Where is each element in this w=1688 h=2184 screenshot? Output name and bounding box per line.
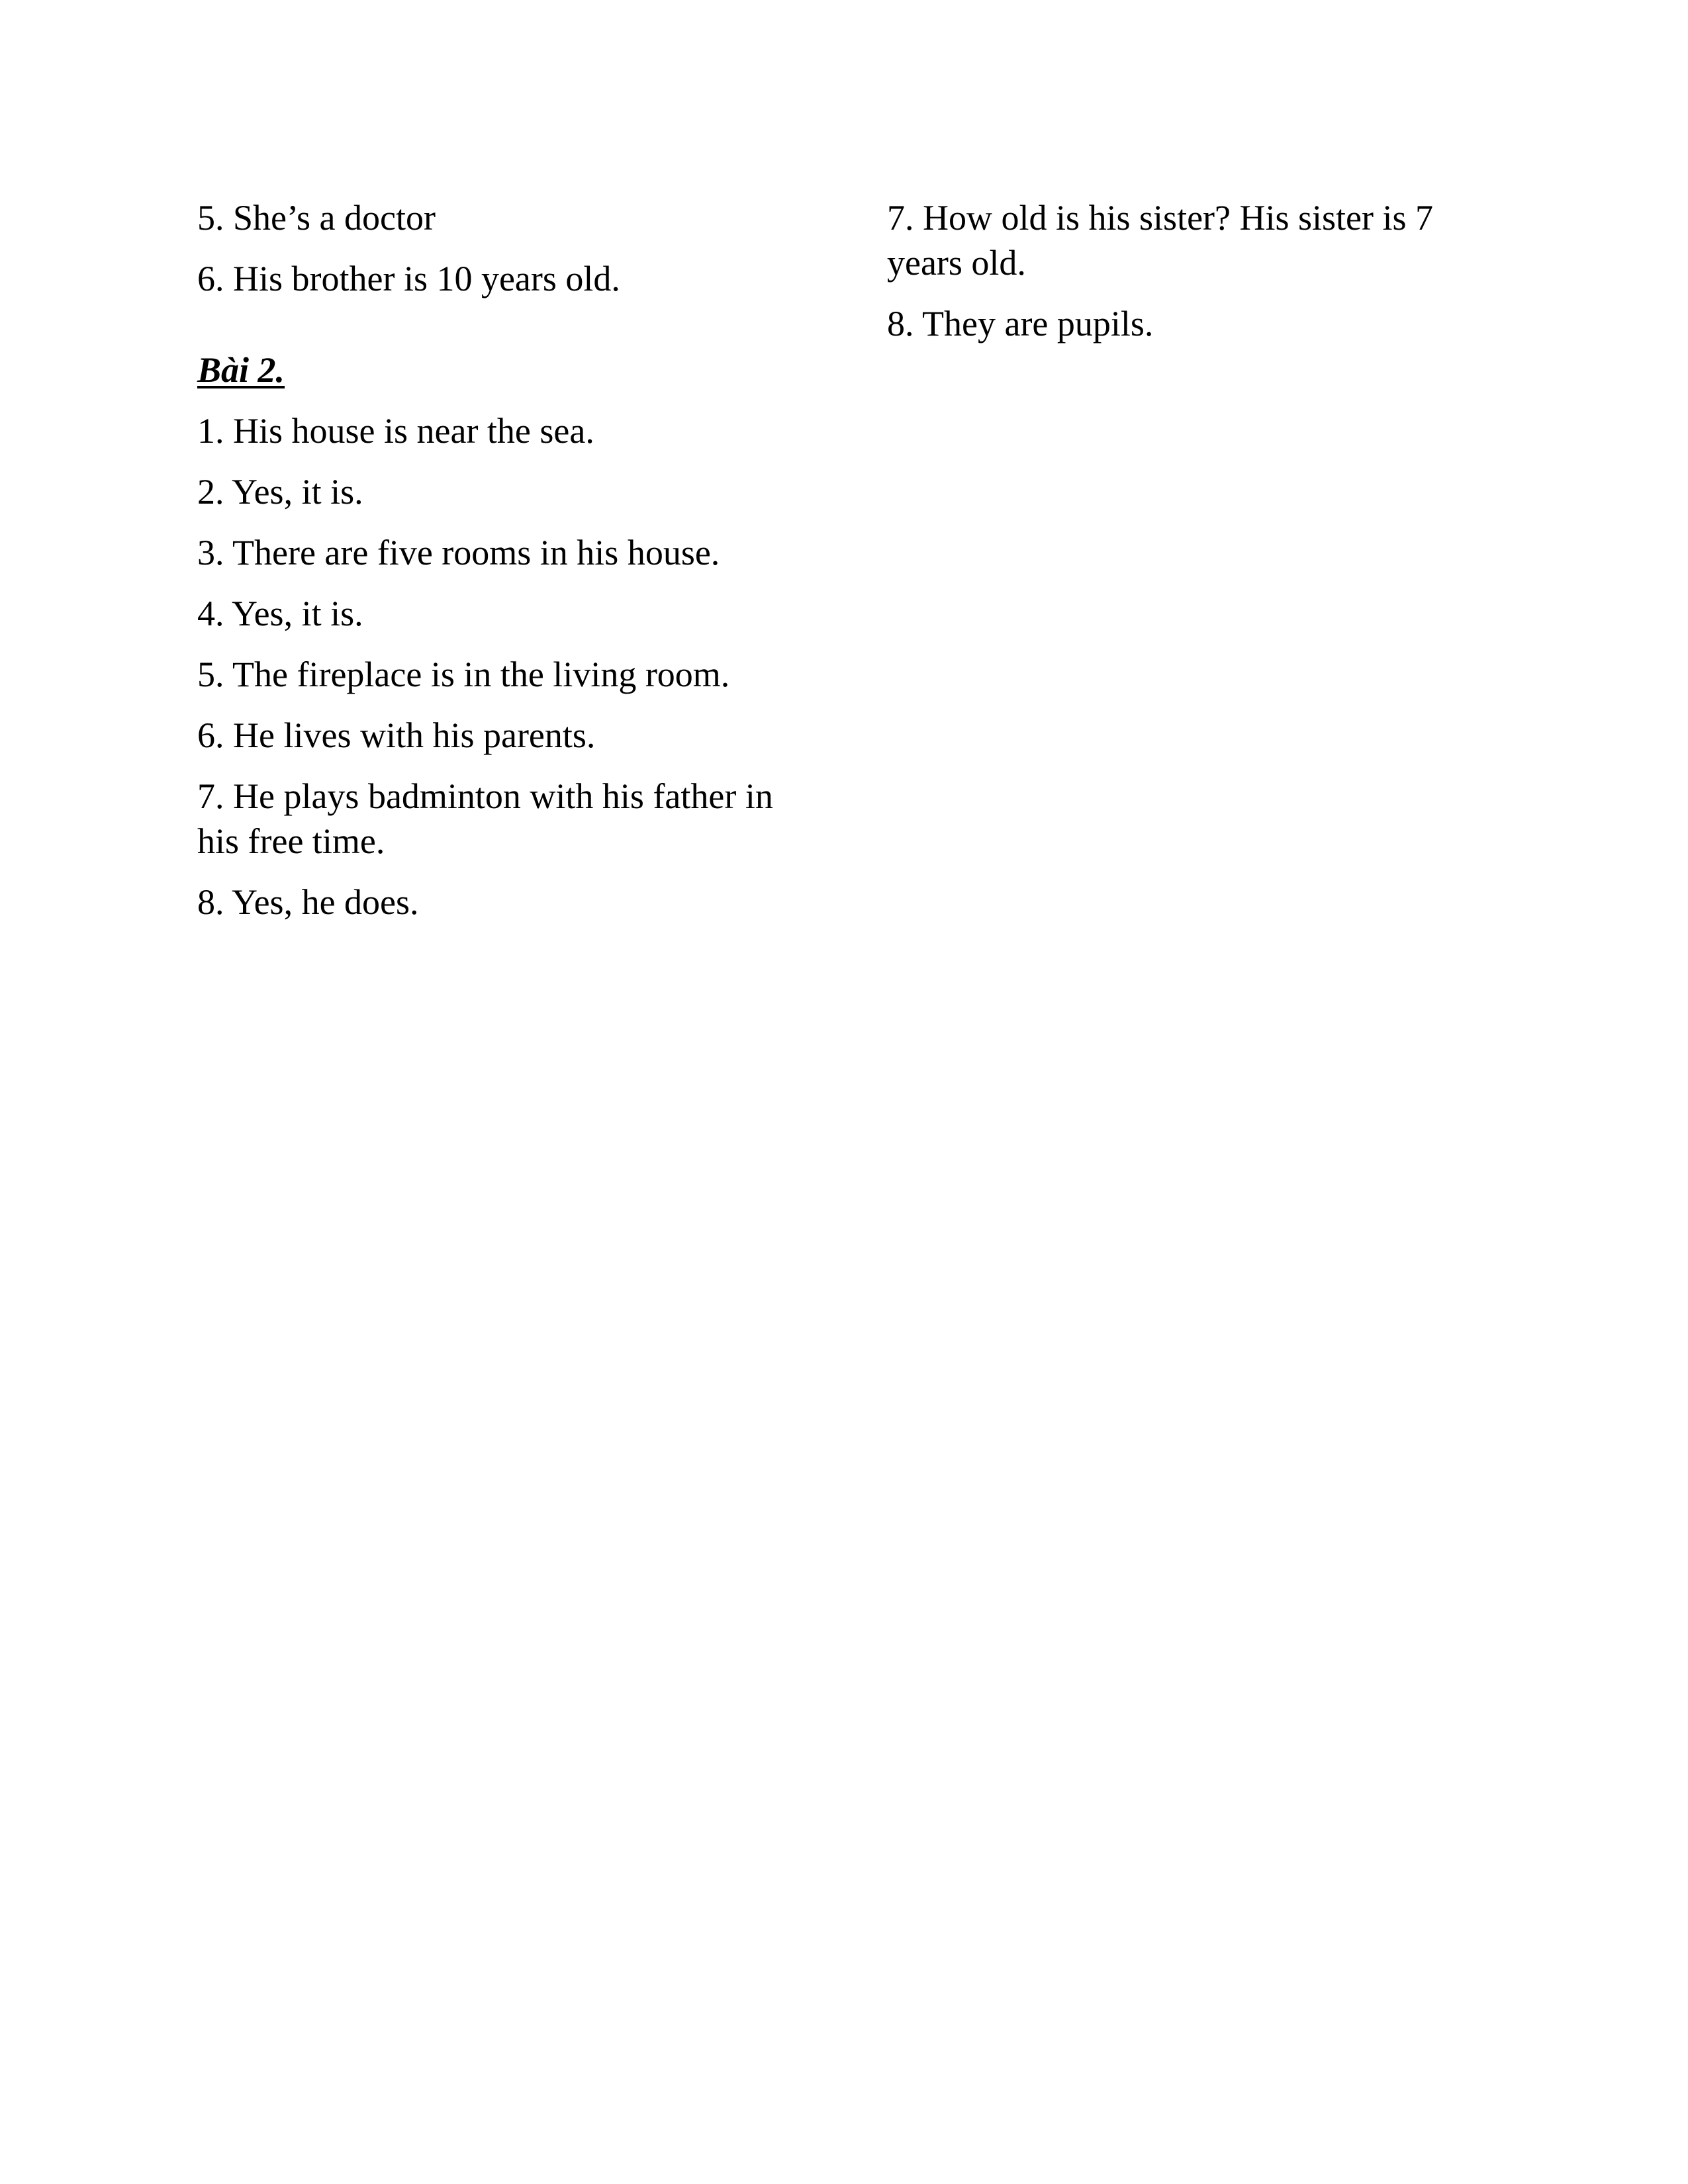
answer-line: 8. They are pupils.: [887, 304, 1154, 343]
answer-line: 7. He plays badminton with his father in his free time.: [197, 776, 773, 861]
right-column: [887, 195, 1509, 362]
answer-line: 4. Yes, it is.: [197, 594, 363, 633]
answer-line: 7. How old is his sister? His sister is 7 years old.: [887, 198, 1434, 283]
left-column: [197, 195, 793, 940]
answer-line: 2. Yes, it is.: [197, 472, 363, 512]
answer-line: 5. The fireplace is in the living room.: [197, 655, 730, 694]
answer-line: 5. She’s a doctor: [197, 198, 436, 238]
answer-line: 3. There are five rooms in his house.: [197, 533, 720, 572]
answer-line: 6. He lives with his parents.: [197, 715, 596, 755]
section-heading: Bài 2.: [197, 350, 285, 390]
answer-line: 1. His house is near the sea.: [197, 411, 594, 451]
answer-line: 8. Yes, he does.: [197, 882, 419, 922]
answer-line: 6. His brother is 10 years old.: [197, 259, 620, 298]
